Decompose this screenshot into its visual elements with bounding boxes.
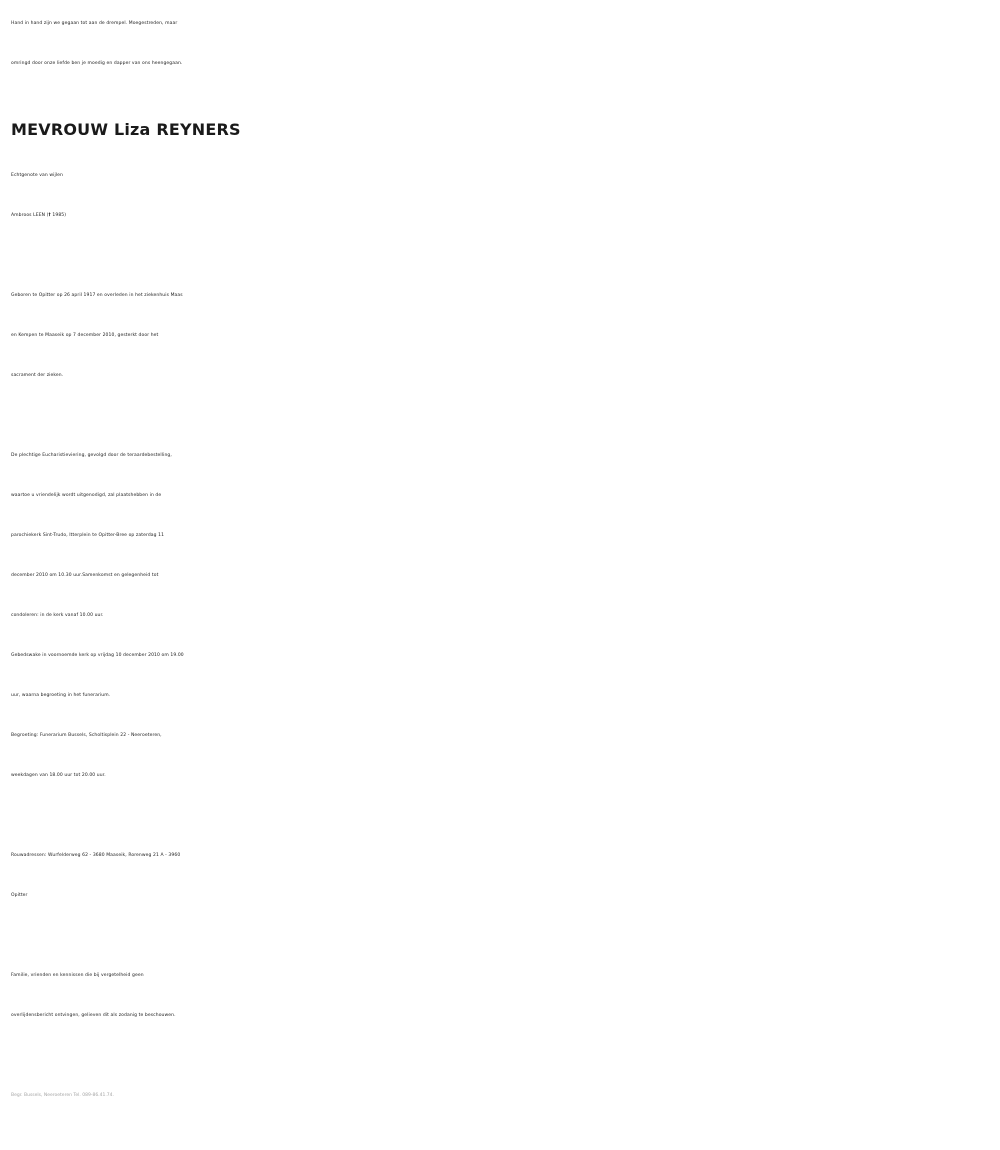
birth-death-paragraph	[11, 276, 996, 396]
ceremony-line: condoleren: in de kerk vanaf 10.00 uur.	[11, 613, 104, 618]
birth-death-line: en Kempen te Maaseik op 7 december 2010, gesterkt door het	[11, 333, 159, 338]
funeral-home-footer: Begr. Bussels, Neeroeteren Tel. 089-86.41.74.	[11, 1093, 114, 1098]
ceremony-line: Gebedswake in voornoemde kerk op vrijdag 10 december 2010 om 19.00	[11, 653, 184, 658]
ceremony-line: weekdagen van 18.00 uur tot 20.00 uur.	[11, 773, 106, 778]
deceased-name-heading: MEVROUW Liza REYNERS	[11, 120, 241, 139]
ceremony-line: Begroeting: Funerarium Bussels, Scholtisplein 22 - Neeroeteren,	[11, 733, 162, 738]
paragraph-gap	[11, 236, 996, 276]
cross-icon: †	[48, 213, 51, 218]
spouse-year: 1985)	[50, 213, 67, 218]
notice-line: Familie, vrienden en kennissen die bij vergetelheid geen	[11, 973, 144, 978]
ceremony-paragraph	[11, 436, 996, 796]
ceremony-line: De plechtige Eucharistieviering, gevolgd door de teraardebestelling,	[11, 453, 172, 458]
paragraph-gap	[11, 396, 996, 436]
birth-death-line: Geboren te Opitter op 26 april 1917 en overleden in het ziekenhuis Maas	[11, 293, 183, 298]
ceremony-line: waartoe u vriendelijk wordt uitgenodigd, zal plaatshebben in de	[11, 493, 162, 498]
ceremony-line: december 2010 om 10.30 uur.Samenkomst en gelegenheid tot	[11, 573, 159, 578]
intro-quote	[11, 4, 996, 84]
notice-line: overlijdensbericht ontvingen, gelieven dit als zodanig te beschouwen.	[11, 1013, 176, 1018]
paragraph-gap	[11, 796, 996, 836]
spouse-line: Echtgenote van wijlen	[11, 173, 63, 178]
spouse-info	[11, 156, 996, 236]
ceremony-line: uur, waarna begroeting in het funerarium.	[11, 693, 111, 698]
intro-line: Hand in hand zijn we gegaan tot aan de drempel. Moegestreden, maar	[11, 21, 178, 26]
ceremony-line: parochiekerk Sint-Trudo, Itterplein te Opitter-Bree op zaterdag 11	[11, 533, 165, 538]
addresses-line: Opitter	[11, 893, 28, 898]
paragraph-gap	[11, 916, 996, 956]
spouse-name: Ambroos LEEN (	[11, 213, 49, 218]
addresses-line: Rouwadressen: Wurfelderweg 62 - 3680 Maaseik, Rorenweg 21 A - 3960	[11, 853, 181, 858]
spouse-name-line	[11, 196, 996, 236]
notice-paragraph	[11, 956, 996, 1036]
birth-death-line: sacrament der zieken.	[11, 373, 64, 378]
paragraph-gap	[11, 1036, 996, 1076]
addresses-paragraph	[11, 836, 996, 916]
obituary-notice	[11, 4, 996, 1116]
intro-line: omringd door onze liefde ben je moedig en dapper van ons heengegaan.	[11, 61, 183, 66]
